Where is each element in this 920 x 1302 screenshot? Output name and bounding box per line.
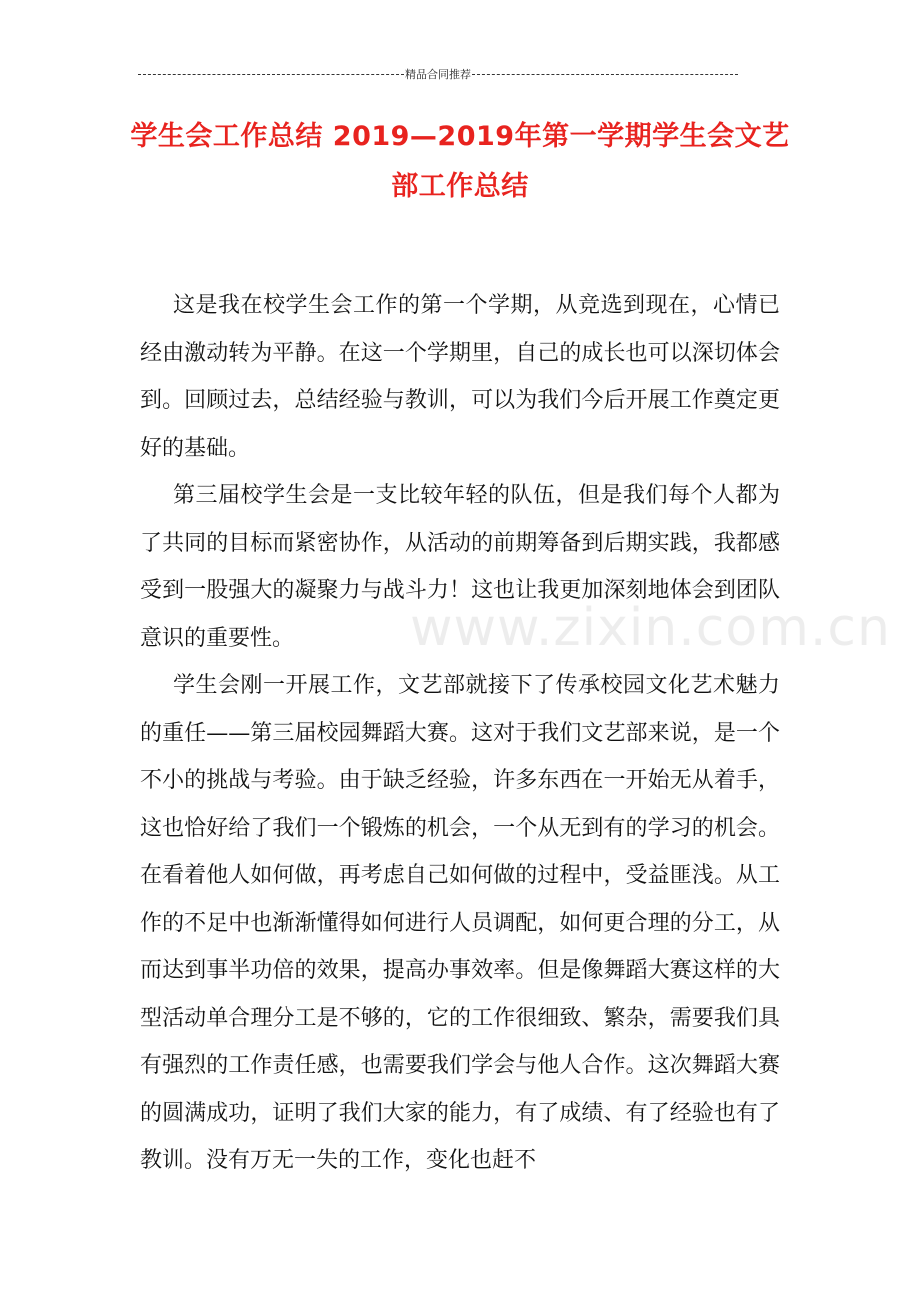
document-title: 学生会工作总结 2019—2019年第一学期学生会文艺部工作总结 <box>130 121 790 202</box>
document-body <box>140 282 780 1185</box>
watermark: www.zixin.com.cn <box>410 598 891 658</box>
paragraph-2: 第三届校学生会是一支比较年轻的队伍，但是我们每个人都为了共同的目标而紧密协作，从活动的前期筹备到后期实践，我都感受到一股强大的凝聚力与战斗力！这也让我更加深刻地体会到团队意识的重要性。 <box>140 483 780 651</box>
page-header <box>138 66 738 82</box>
paragraph-3: 学生会刚一开展工作，文艺部就接下了传承校园文化艺术魅力的重任——第三届校园舞蹈大赛。这对于我们文艺部来说，是一个不小的挑战与考验。由于缺乏经验，许多东西在一开始无从着手，这也恰好给了我们一个锻炼的机会，一个从无到有的学习的机会。在看着他人如何做，再考虑自己如何做的过程中，受益匪浅。从工作的不足中也渐渐懂得如何进行人员调配，如何更合理的分工，从而达到事半功倍的效果，提高办事效率。但是像舞蹈大赛这样的大型活动单合理分工是不够的，它的工作很细致、繁杂，需要我们具有强烈的工作责任感，也需要我们学会与他人合作。这次舞蹈大赛的圆满成功，证明了我们大家的能力，有了成绩、有了经验也有了教训。没有万无一失的工作，变化也赶不 <box>140 673 780 1173</box>
paragraph-1: 这是我在校学生会工作的第一个学期，从竞选到现在，心情已经由激动转为平静。在这一个学期里，自己的成长也可以深切体会到。回顾过去，总结经验与教训，可以为我们今后开展工作奠定更好的基础。 <box>140 293 780 461</box>
header-label: 精品合同推荐 <box>405 68 471 81</box>
header-dash-left <box>138 74 404 75</box>
header-dash-right <box>472 74 738 75</box>
